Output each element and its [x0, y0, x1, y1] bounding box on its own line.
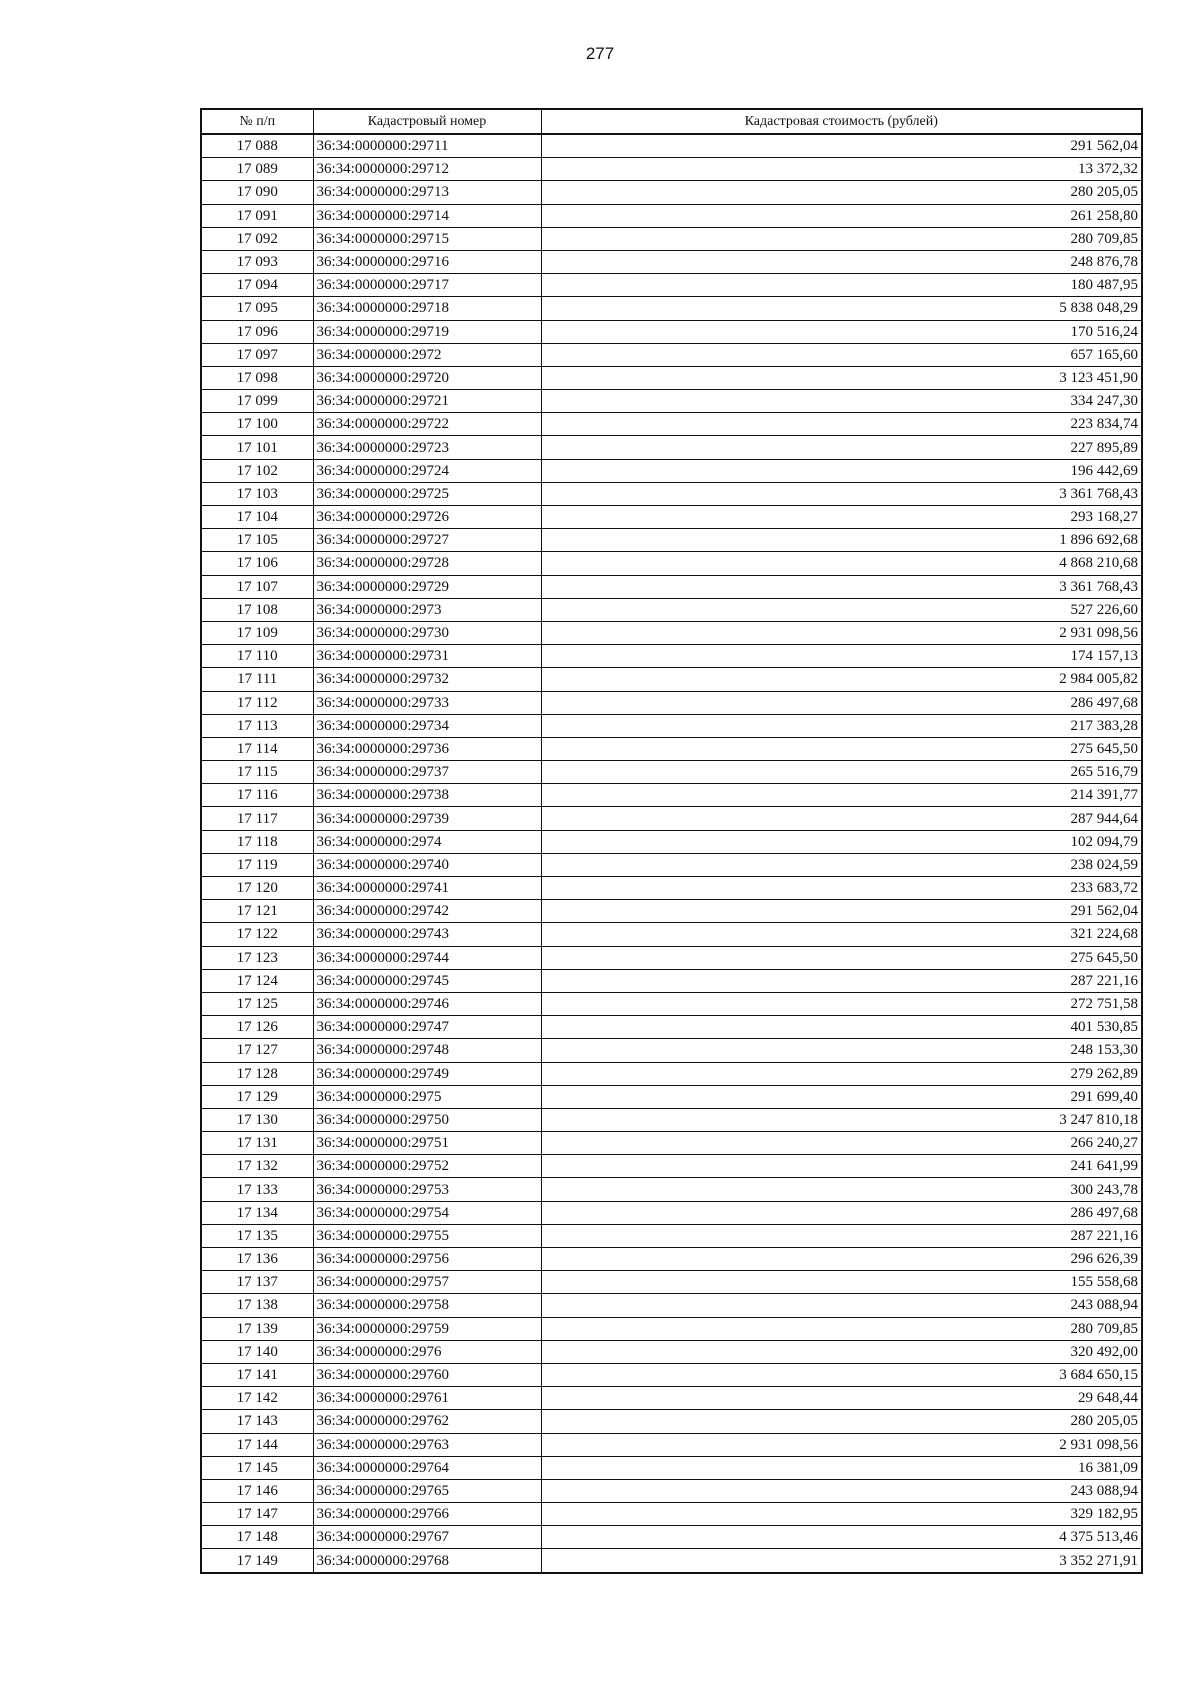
row-number-cell: 17 107 [201, 575, 313, 598]
row-number-cell: 17 115 [201, 761, 313, 784]
row-number-cell: 17 096 [201, 320, 313, 343]
header-cadastral-value: Кадастровая стоимость (рублей) [541, 109, 1142, 134]
row-number-cell: 17 110 [201, 645, 313, 668]
table-row [201, 621, 1142, 644]
table-row [201, 274, 1142, 297]
cadastral-value-cell: 217 383,28 [541, 714, 1142, 737]
row-number-cell: 17 095 [201, 297, 313, 320]
row-number-cell: 17 128 [201, 1062, 313, 1085]
cadastral-value-cell: 5 838 048,29 [541, 297, 1142, 320]
row-number-cell: 17 144 [201, 1433, 313, 1456]
row-number-cell: 17 132 [201, 1155, 313, 1178]
cadastral-number-cell: 36:34:0000000:29717 [313, 274, 541, 297]
table-row [201, 506, 1142, 529]
table-row [201, 645, 1142, 668]
row-number-cell: 17 124 [201, 969, 313, 992]
cadastral-number-cell: 36:34:0000000:29746 [313, 992, 541, 1015]
cadastral-number-cell: 36:34:0000000:29749 [313, 1062, 541, 1085]
cadastral-value-table-container [200, 108, 1141, 1574]
row-number-cell: 17 138 [201, 1294, 313, 1317]
table-row [201, 181, 1142, 204]
row-number-cell: 17 100 [201, 413, 313, 436]
row-number-cell: 17 130 [201, 1108, 313, 1131]
table-row [201, 227, 1142, 250]
cadastral-value-cell: 102 094,79 [541, 830, 1142, 853]
cadastral-number-cell: 36:34:0000000:29720 [313, 366, 541, 389]
header-cadastral-number: Кадастровый номер [313, 109, 541, 134]
cadastral-value-cell: 227 895,89 [541, 436, 1142, 459]
cadastral-number-cell: 36:34:0000000:29756 [313, 1248, 541, 1271]
row-number-cell: 17 109 [201, 621, 313, 644]
row-number-cell: 17 125 [201, 992, 313, 1015]
row-number-cell: 17 136 [201, 1248, 313, 1271]
cadastral-value-cell: 3 352 271,91 [541, 1549, 1142, 1573]
cadastral-number-cell: 36:34:0000000:2974 [313, 830, 541, 853]
table-row [201, 390, 1142, 413]
cadastral-value-cell: 170 516,24 [541, 320, 1142, 343]
table-row [201, 1410, 1142, 1433]
cadastral-value-cell: 248 153,30 [541, 1039, 1142, 1062]
cadastral-value-cell: 155 558,68 [541, 1271, 1142, 1294]
header-row-number: № п/п [201, 109, 313, 134]
cadastral-number-cell: 36:34:0000000:29716 [313, 250, 541, 273]
table-row [201, 413, 1142, 436]
table-row [201, 900, 1142, 923]
cadastral-value-cell: 3 247 810,18 [541, 1108, 1142, 1131]
row-number-cell: 17 120 [201, 877, 313, 900]
row-number-cell: 17 145 [201, 1456, 313, 1479]
cadastral-value-cell: 3 123 451,90 [541, 366, 1142, 389]
cadastral-value-cell: 280 205,05 [541, 181, 1142, 204]
row-number-cell: 17 099 [201, 390, 313, 413]
table-row [201, 1340, 1142, 1363]
cadastral-number-cell: 36:34:0000000:29737 [313, 761, 541, 784]
row-number-cell: 17 112 [201, 691, 313, 714]
cadastral-number-cell: 36:34:0000000:29715 [313, 227, 541, 250]
cadastral-value-cell: 261 258,80 [541, 204, 1142, 227]
cadastral-number-cell: 36:34:0000000:29726 [313, 506, 541, 529]
cadastral-value-cell: 657 165,60 [541, 343, 1142, 366]
row-number-cell: 17 103 [201, 482, 313, 505]
cadastral-number-cell: 36:34:0000000:29757 [313, 1271, 541, 1294]
cadastral-number-cell: 36:34:0000000:2972 [313, 343, 541, 366]
cadastral-number-cell: 36:34:0000000:29727 [313, 529, 541, 552]
table-row [201, 1294, 1142, 1317]
cadastral-value-cell: 3 361 768,43 [541, 575, 1142, 598]
cadastral-value-cell: 1 896 692,68 [541, 529, 1142, 552]
row-number-cell: 17 135 [201, 1224, 313, 1247]
table-header-row [201, 109, 1142, 134]
cadastral-number-cell: 36:34:0000000:29744 [313, 946, 541, 969]
row-number-cell: 17 093 [201, 250, 313, 273]
cadastral-value-cell: 3 361 768,43 [541, 482, 1142, 505]
table-row [201, 969, 1142, 992]
row-number-cell: 17 092 [201, 227, 313, 250]
table-row [201, 297, 1142, 320]
cadastral-number-cell: 36:34:0000000:29754 [313, 1201, 541, 1224]
table-row [201, 1039, 1142, 1062]
cadastral-value-cell: 320 492,00 [541, 1340, 1142, 1363]
cadastral-number-cell: 36:34:0000000:29761 [313, 1387, 541, 1410]
table-row [201, 853, 1142, 876]
table-row [201, 691, 1142, 714]
cadastral-value-cell: 280 205,05 [541, 1410, 1142, 1433]
table-row [201, 1062, 1142, 1085]
cadastral-value-cell: 300 243,78 [541, 1178, 1142, 1201]
cadastral-value-cell: 196 442,69 [541, 459, 1142, 482]
cadastral-number-cell: 36:34:0000000:29763 [313, 1433, 541, 1456]
row-number-cell: 17 090 [201, 181, 313, 204]
table-row [201, 1549, 1142, 1573]
cadastral-value-cell: 29 648,44 [541, 1387, 1142, 1410]
row-number-cell: 17 105 [201, 529, 313, 552]
row-number-cell: 17 126 [201, 1016, 313, 1039]
row-number-cell: 17 127 [201, 1039, 313, 1062]
cadastral-value-cell: 401 530,85 [541, 1016, 1142, 1039]
row-number-cell: 17 139 [201, 1317, 313, 1340]
table-row [201, 1271, 1142, 1294]
cadastral-value-cell: 280 709,85 [541, 1317, 1142, 1340]
table-row [201, 366, 1142, 389]
row-number-cell: 17 102 [201, 459, 313, 482]
row-number-cell: 17 121 [201, 900, 313, 923]
table-row [201, 1224, 1142, 1247]
row-number-cell: 17 134 [201, 1201, 313, 1224]
cadastral-value-cell: 241 641,99 [541, 1155, 1142, 1178]
table-row [201, 807, 1142, 830]
cadastral-value-cell: 13 372,32 [541, 158, 1142, 181]
table-row [201, 1456, 1142, 1479]
row-number-cell: 17 113 [201, 714, 313, 737]
table-row [201, 1178, 1142, 1201]
table-row [201, 134, 1142, 158]
table-row [201, 1433, 1142, 1456]
cadastral-number-cell: 36:34:0000000:29760 [313, 1363, 541, 1386]
table-row [201, 1155, 1142, 1178]
cadastral-value-table [200, 108, 1143, 1574]
cadastral-value-cell: 238 024,59 [541, 853, 1142, 876]
cadastral-value-cell: 272 751,58 [541, 992, 1142, 1015]
cadastral-number-cell: 36:34:0000000:29764 [313, 1456, 541, 1479]
table-row [201, 668, 1142, 691]
row-number-cell: 17 146 [201, 1479, 313, 1502]
row-number-cell: 17 097 [201, 343, 313, 366]
row-number-cell: 17 098 [201, 366, 313, 389]
table-row [201, 761, 1142, 784]
cadastral-number-cell: 36:34:0000000:29712 [313, 158, 541, 181]
cadastral-value-cell: 334 247,30 [541, 390, 1142, 413]
row-number-cell: 17 122 [201, 923, 313, 946]
cadastral-number-cell: 36:34:0000000:29766 [313, 1503, 541, 1526]
cadastral-number-cell: 36:34:0000000:29767 [313, 1526, 541, 1549]
cadastral-number-cell: 36:34:0000000:29732 [313, 668, 541, 691]
row-number-cell: 17 149 [201, 1549, 313, 1573]
cadastral-number-cell: 36:34:0000000:29745 [313, 969, 541, 992]
row-number-cell: 17 147 [201, 1503, 313, 1526]
cadastral-number-cell: 36:34:0000000:29734 [313, 714, 541, 737]
table-row [201, 784, 1142, 807]
cadastral-number-cell: 36:34:0000000:29739 [313, 807, 541, 830]
row-number-cell: 17 133 [201, 1178, 313, 1201]
cadastral-number-cell: 36:34:0000000:29768 [313, 1549, 541, 1573]
row-number-cell: 17 104 [201, 506, 313, 529]
cadastral-number-cell: 36:34:0000000:29714 [313, 204, 541, 227]
table-row [201, 459, 1142, 482]
table-row [201, 320, 1142, 343]
row-number-cell: 17 129 [201, 1085, 313, 1108]
cadastral-value-cell: 223 834,74 [541, 413, 1142, 436]
cadastral-number-cell: 36:34:0000000:29724 [313, 459, 541, 482]
cadastral-value-cell: 293 168,27 [541, 506, 1142, 529]
cadastral-value-cell: 286 497,68 [541, 691, 1142, 714]
cadastral-value-cell: 214 391,77 [541, 784, 1142, 807]
cadastral-number-cell: 36:34:0000000:29729 [313, 575, 541, 598]
cadastral-value-cell: 287 221,16 [541, 969, 1142, 992]
cadastral-value-cell: 286 497,68 [541, 1201, 1142, 1224]
cadastral-number-cell: 36:34:0000000:29733 [313, 691, 541, 714]
cadastral-number-cell: 36:34:0000000:29721 [313, 390, 541, 413]
row-number-cell: 17 089 [201, 158, 313, 181]
cadastral-value-cell: 287 944,64 [541, 807, 1142, 830]
table-row [201, 877, 1142, 900]
table-row [201, 1085, 1142, 1108]
page-number: 277 [585, 44, 615, 63]
row-number-cell: 17 106 [201, 552, 313, 575]
cadastral-number-cell: 36:34:0000000:29751 [313, 1132, 541, 1155]
row-number-cell: 17 116 [201, 784, 313, 807]
table-row [201, 992, 1142, 1015]
cadastral-number-cell: 36:34:0000000:29722 [313, 413, 541, 436]
cadastral-value-cell: 233 683,72 [541, 877, 1142, 900]
table-row [201, 575, 1142, 598]
table-row [201, 1503, 1142, 1526]
cadastral-value-cell: 291 699,40 [541, 1085, 1142, 1108]
cadastral-number-cell: 36:34:0000000:29742 [313, 900, 541, 923]
table-row [201, 1132, 1142, 1155]
table-row [201, 1108, 1142, 1131]
table-row [201, 1387, 1142, 1410]
cadastral-value-cell: 275 645,50 [541, 737, 1142, 760]
cadastral-value-cell: 3 684 650,15 [541, 1363, 1142, 1386]
cadastral-value-cell: 321 224,68 [541, 923, 1142, 946]
table-row [201, 830, 1142, 853]
cadastral-value-cell: 329 182,95 [541, 1503, 1142, 1526]
table-row [201, 1363, 1142, 1386]
cadastral-number-cell: 36:34:0000000:29759 [313, 1317, 541, 1340]
cadastral-value-cell: 280 709,85 [541, 227, 1142, 250]
cadastral-number-cell: 36:34:0000000:29753 [313, 1178, 541, 1201]
cadastral-number-cell: 36:34:0000000:2975 [313, 1085, 541, 1108]
cadastral-value-cell: 4 868 210,68 [541, 552, 1142, 575]
cadastral-number-cell: 36:34:0000000:29740 [313, 853, 541, 876]
table-row [201, 436, 1142, 459]
cadastral-number-cell: 36:34:0000000:29762 [313, 1410, 541, 1433]
table-row [201, 158, 1142, 181]
cadastral-number-cell: 36:34:0000000:29747 [313, 1016, 541, 1039]
cadastral-number-cell: 36:34:0000000:29711 [313, 134, 541, 158]
table-row [201, 482, 1142, 505]
row-number-cell: 17 137 [201, 1271, 313, 1294]
row-number-cell: 17 091 [201, 204, 313, 227]
cadastral-number-cell: 36:34:0000000:29752 [313, 1155, 541, 1178]
cadastral-value-cell: 2 931 098,56 [541, 1433, 1142, 1456]
table-row [201, 1479, 1142, 1502]
cadastral-value-cell: 16 381,09 [541, 1456, 1142, 1479]
row-number-cell: 17 094 [201, 274, 313, 297]
table-row [201, 1317, 1142, 1340]
table-row [201, 714, 1142, 737]
row-number-cell: 17 143 [201, 1410, 313, 1433]
cadastral-value-cell: 4 375 513,46 [541, 1526, 1142, 1549]
table-row [201, 250, 1142, 273]
cadastral-value-cell: 266 240,27 [541, 1132, 1142, 1155]
cadastral-value-cell: 2 984 005,82 [541, 668, 1142, 691]
table-row [201, 1016, 1142, 1039]
row-number-cell: 17 123 [201, 946, 313, 969]
cadastral-number-cell: 36:34:0000000:29741 [313, 877, 541, 900]
cadastral-value-cell: 243 088,94 [541, 1479, 1142, 1502]
cadastral-number-cell: 36:34:0000000:29731 [313, 645, 541, 668]
cadastral-value-cell: 248 876,78 [541, 250, 1142, 273]
cadastral-value-cell: 527 226,60 [541, 598, 1142, 621]
cadastral-number-cell: 36:34:0000000:29728 [313, 552, 541, 575]
cadastral-number-cell: 36:34:0000000:29713 [313, 181, 541, 204]
table-row [201, 529, 1142, 552]
cadastral-number-cell: 36:34:0000000:29718 [313, 297, 541, 320]
cadastral-number-cell: 36:34:0000000:29765 [313, 1479, 541, 1502]
row-number-cell: 17 101 [201, 436, 313, 459]
cadastral-value-cell: 291 562,04 [541, 900, 1142, 923]
row-number-cell: 17 140 [201, 1340, 313, 1363]
cadastral-value-cell: 296 626,39 [541, 1248, 1142, 1271]
cadastral-value-cell: 174 157,13 [541, 645, 1142, 668]
cadastral-value-cell: 279 262,89 [541, 1062, 1142, 1085]
table-row [201, 552, 1142, 575]
cadastral-value-cell: 291 562,04 [541, 134, 1142, 158]
row-number-cell: 17 108 [201, 598, 313, 621]
table-row [201, 1201, 1142, 1224]
table-row [201, 204, 1142, 227]
cadastral-value-cell: 2 931 098,56 [541, 621, 1142, 644]
cadastral-number-cell: 36:34:0000000:29755 [313, 1224, 541, 1247]
row-number-cell: 17 118 [201, 830, 313, 853]
cadastral-number-cell: 36:34:0000000:29750 [313, 1108, 541, 1131]
table-row [201, 737, 1142, 760]
row-number-cell: 17 111 [201, 668, 313, 691]
cadastral-value-cell: 180 487,95 [541, 274, 1142, 297]
cadastral-value-cell: 243 088,94 [541, 1294, 1142, 1317]
table-row [201, 946, 1142, 969]
cadastral-value-cell: 275 645,50 [541, 946, 1142, 969]
cadastral-number-cell: 36:34:0000000:29723 [313, 436, 541, 459]
table-row [201, 343, 1142, 366]
cadastral-number-cell: 36:34:0000000:2976 [313, 1340, 541, 1363]
row-number-cell: 17 119 [201, 853, 313, 876]
cadastral-number-cell: 36:34:0000000:29738 [313, 784, 541, 807]
row-number-cell: 17 114 [201, 737, 313, 760]
cadastral-number-cell: 36:34:0000000:29743 [313, 923, 541, 946]
row-number-cell: 17 141 [201, 1363, 313, 1386]
row-number-cell: 17 131 [201, 1132, 313, 1155]
cadastral-number-cell: 36:34:0000000:29748 [313, 1039, 541, 1062]
cadastral-number-cell: 36:34:0000000:2973 [313, 598, 541, 621]
row-number-cell: 17 142 [201, 1387, 313, 1410]
cadastral-number-cell: 36:34:0000000:29758 [313, 1294, 541, 1317]
table-row [201, 923, 1142, 946]
table-row [201, 598, 1142, 621]
table-body [201, 134, 1142, 1573]
row-number-cell: 17 088 [201, 134, 313, 158]
cadastral-number-cell: 36:34:0000000:29730 [313, 621, 541, 644]
row-number-cell: 17 117 [201, 807, 313, 830]
row-number-cell: 17 148 [201, 1526, 313, 1549]
cadastral-value-cell: 265 516,79 [541, 761, 1142, 784]
cadastral-number-cell: 36:34:0000000:29719 [313, 320, 541, 343]
cadastral-value-cell: 287 221,16 [541, 1224, 1142, 1247]
cadastral-number-cell: 36:34:0000000:29736 [313, 737, 541, 760]
table-row [201, 1526, 1142, 1549]
table-row [201, 1248, 1142, 1271]
cadastral-number-cell: 36:34:0000000:29725 [313, 482, 541, 505]
